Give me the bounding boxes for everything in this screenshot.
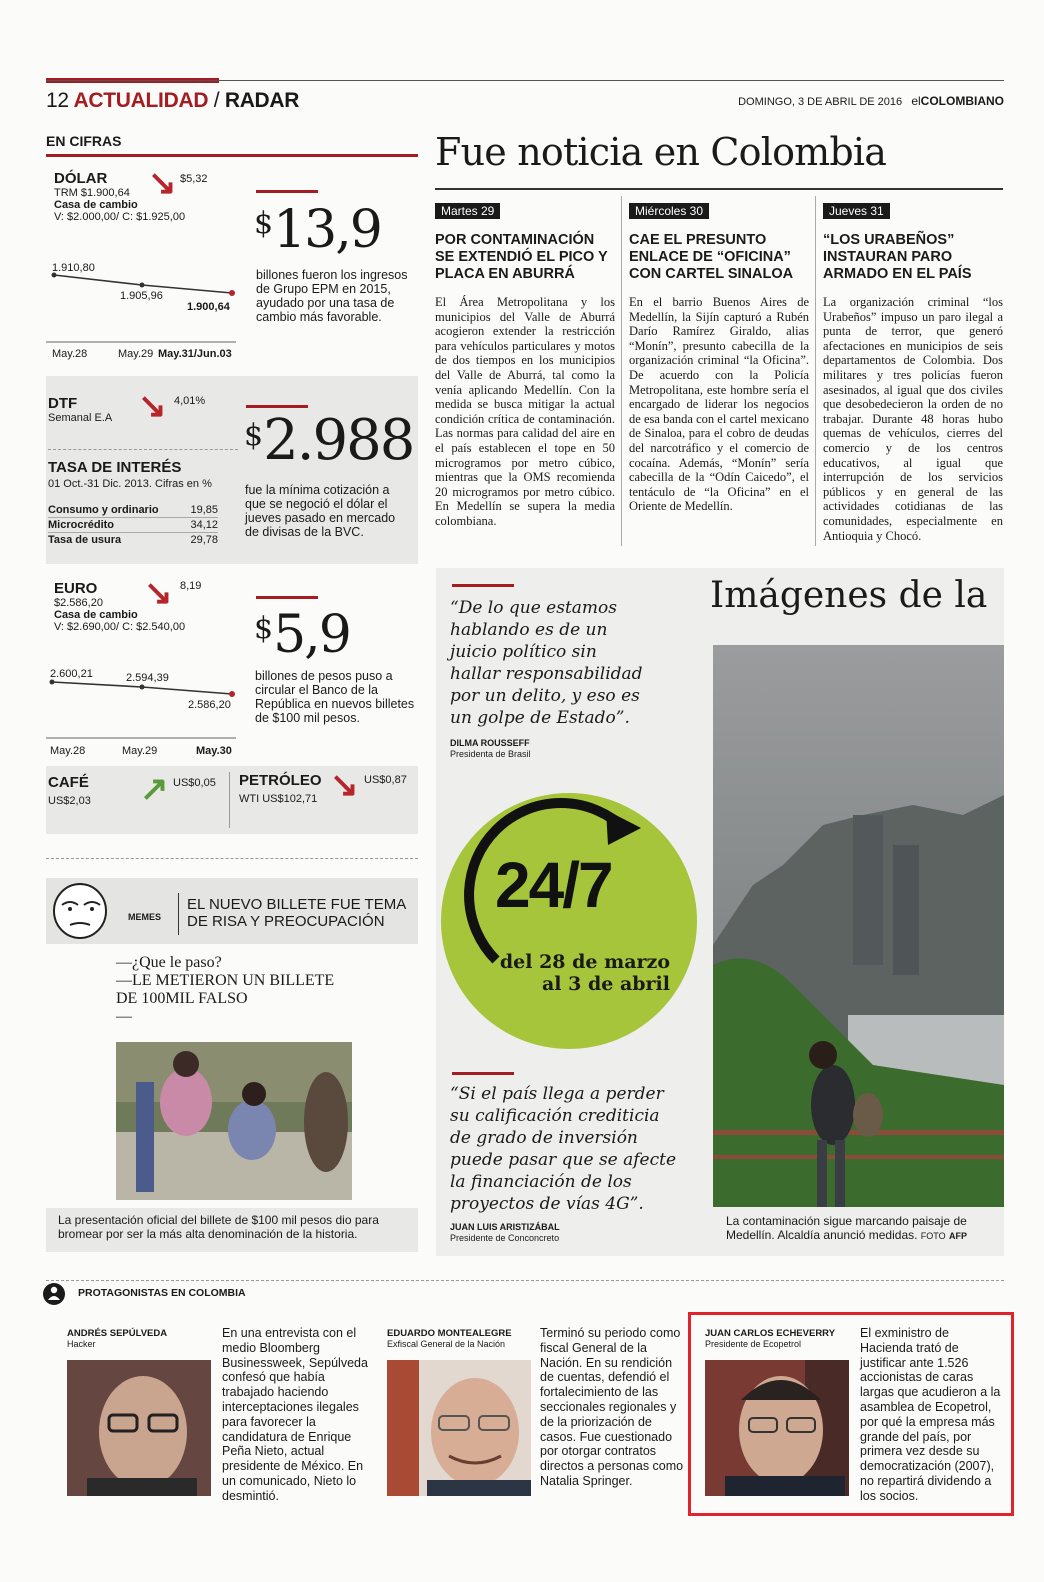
badge-number: 24/7 [495,849,612,921]
column-divider [621,196,622,546]
commodities-divider [229,772,230,828]
header-meta [738,94,1004,108]
dolar-delta: $5,32 [180,173,208,185]
petroleo-delta: US$0,87 [364,774,407,786]
big2-description: fue la mínima cotización a que se negoció el dólar el jueves pasado en mercado de divisas de la BVC. [245,483,396,539]
person-3-photo [705,1360,849,1496]
day-tag: Martes 29 [435,203,500,219]
euro-value-3: 2.586,20 [188,699,231,711]
person-role: Hacker [67,1339,96,1349]
person-name: JUAN CARLOS ECHEVERRY [705,1328,836,1339]
euro-xlabel-1: May.28 [50,745,86,757]
down-arrow-icon: ↘ [330,766,359,804]
imagenes-caption-text: La contaminación sigue marcando paisaje de Medellín. Alcaldía anunció medidas. [726,1214,967,1242]
dtf-label: DTF [48,395,78,412]
meme-caption: La presentación oficial del billete de $100 mil pesos dio para bromear por ser la más alta denominación de la historia. [58,1213,379,1241]
news-column-2 [629,202,809,514]
euro-casa-values: V: $2.690,00/ C: $2.540,00 [54,621,186,633]
big1-number: $13,9 [254,200,381,260]
memes-headline: EL NUEVO BILLETE FUE TEMA DE RISA Y PREOCUPACIÓN [187,896,406,930]
news-column-3 [823,202,1003,543]
meme-photo [116,1042,352,1200]
memes-tag: MEMES [128,912,162,922]
quote-1: “De lo que estamos hablando es de un juicio político sin hallar responsabilidad por un delito, y eso es un golpe de Estado”. [450,598,643,728]
euro-point-1 [50,680,55,685]
memes-divider [178,893,179,935]
person-2-header [387,1328,512,1349]
dtf-sub: Semanal E.A [48,412,113,424]
person-role: Exfiscal General de la Nación [387,1339,506,1349]
brand-name: COLOMBIANO [920,94,1004,108]
person-1-header [67,1328,167,1349]
noticia-rule [435,188,1003,190]
person-name: EDUARDO MONTEALEGRE [387,1328,512,1339]
commodities-panel [46,766,418,834]
news-headline: “LOS URABEÑOS” INSTAURAN PARO ARMADO EN EL PAÍS [823,232,972,282]
photo-credit: AFP [948,1231,967,1241]
dolar-label: DÓLAR [54,170,108,187]
euro-value-2: 2.594,39 [126,672,169,684]
big3-bar [256,596,318,599]
euro-label: EURO [54,580,98,597]
cafe-value: US$2,03 [48,795,91,807]
person-3-header [705,1328,835,1349]
table-row: Tasa de usura 29,78 [48,534,218,546]
quote-2-author: JUAN LUIS ARISTIZÁBAL [450,1222,560,1232]
subsection-name: RADAR [224,89,300,112]
badge-dates [490,951,670,995]
interes-table [48,503,218,547]
person-3-text: El exministro de Hacienda trató de justificar ante 1.526 accionistas de caras largas que acudieron a la asamblea de Ecopetrol, por qué la empresa más grande del país, por primera vez desde su democratización (2007), no repartirá dividendo a los socios. [860,1326,1001,1503]
big3-description: billones de pesos puso a circular el Banco de la República en nuevos billetes de $100 mil pesos. [255,669,415,725]
person-2-text: Terminó su periodo como fiscal General de la Nación. En su rendición de cuentas, defendió el fortalecimiento de las seccionales regionales y de la priorización de casos. Fue cuestionado por otorgar contratos directos a personas como Natalia Springer. [540,1326,684,1488]
badge-line-2: al 3 de abril [541,973,670,995]
day-tag: Miércoles 30 [629,203,709,219]
meme-line-3: — [116,1008,132,1025]
euro-value-1: 2.600,21 [50,668,93,680]
brand-prefix: el [911,94,921,108]
column-divider [815,196,816,546]
noticia-title: Fue noticia en Colombia [435,130,887,174]
news-body: La organización criminal “los Urabeños” impuso un paro ilegal a punta de terror, que generó afectaciones en municipios de seis departamentos de Colombia. Dos militares y tres policías fueron asesinados, al igual que dos civiles que desobedecieron la orden de no trabajar. Durante 48 horas hubo quemas de vehículos, cierres del comercio y de los centros educativos, al igual que interrupción de los servicios públicos y en general de las actividades cotidianas de las comunidades, especialmente en Antioquia y Chocó. [823,295,1003,543]
photo-credit-label: FOTO [920,1231,946,1241]
imagenes-title: Imágenes de la [710,575,988,616]
imagenes-caption [726,1214,996,1243]
interes-label: TASA DE INTERÉS [48,459,182,476]
euro-delta: 8,19 [180,580,202,592]
petroleo-block [239,772,322,805]
down-arrow-icon: ↘ [148,164,177,202]
euro-xlabel-2: May.29 [122,745,158,757]
section-name: ACTUALIDAD [73,89,209,112]
cifras-title: EN CIFRAS [46,133,122,149]
header-rule [46,80,1004,81]
page-header: 12 ACTUALIDAD / RADAR [46,89,300,112]
quote1-bar [452,584,514,587]
petroleo-value: WTI US$102,71 [239,793,318,805]
news-body: El Área Metropolitana y los municipios del Valle de Aburrá acogieron extender la restricción para vehículos particulares y motos de dos tiempos en los municipios del Valle de Aburrá, tal como la venía aplicando Medellín. Con la medida se busca mitigar la actual condición crítica de contaminación. Las normas para calidad del aire en el país establecen el tope en 50 microgramos por metro cúbico, mientras que la OMS recomienda 20 microgramos por metro cúbico. En Medellín se supera la media colombiana. [435,295,615,528]
table-row: Consumo y ordinario 19,85 [48,504,218,516]
big1-bar [256,190,318,193]
news-headline: POR CONTAMINACIÓN SE EXTENDIÓ EL PICO Y PLACA EN ABURRÁ [435,232,608,282]
quote2-bar [452,1072,514,1075]
dolar-casa-label: Casa de cambio [54,199,138,211]
dolar-value-3: 1.900,64 [187,301,230,313]
quote-2: “Si el país llega a perder su calificación crediticia de grado de inversión puede pasar que se afecte la financiación de los proyectos de vías 4G”. [450,1084,677,1214]
cafe-block [48,774,91,807]
dolar-xlabel-2: May.29 [118,348,154,360]
dolar-xlabel-1: May.28 [52,348,88,360]
dtf-divider [48,449,238,450]
person-name: ANDRÉS SEPÚLVEDA [67,1328,168,1339]
news-column-1 [435,202,615,529]
issue-date: DOMINGO, 3 DE ABRIL DE 2016 [738,96,903,108]
news-body: En el barrio Buenos Aires de Medellín, la Sijín capturó a Rubén Darío Ramírez Giraldo, alias “Monín”, presunto cabecilla de la organización criminal “la Oficina”. De acuerdo con la Policía Metropolitana, este hombre sería el encargado de liderar los negocios de esa banda con el cartel mexicano de Sinaloa, para el cobro de deudas del narcotráfico y el comercio de cocaína. Además, “Monín” sería cabecilla de la “Odín Caicedo”, el tentáculo de “la Oficina” en el Oriente de Medellín. [629,295,809,514]
euro-xlabel-3: May.30 [196,745,232,757]
quote-2-role: Presidente de Conconcreto [450,1233,560,1243]
cafe-label: CAFÉ [48,774,89,791]
cifras-rule [46,154,418,157]
protagonistas-rule [46,1280,1004,1281]
cafe-delta: US$0,05 [173,777,216,789]
cifras-bottom-rule [46,858,418,859]
euro-point-3 [229,691,235,697]
big3-number: $5,9 [254,605,350,665]
day-tag: Jueves 31 [823,203,890,219]
dolar-point-3 [229,290,235,296]
protagonistas-title: PROTAGONISTAS EN COLOMBIA [78,1287,246,1299]
page-number: 12 [46,89,69,112]
dolar-point-2 [140,283,145,288]
meme-line-2: —LE METIERON UN BILLETE DE 100MIL FALSO [116,972,335,1007]
news-headline: CAE EL PRESUNTO ENLACE DE “OFICINA” CON CARTEL SINALOA [629,232,794,282]
euro-casa-label: Casa de cambio [54,609,138,621]
quote-1-author: DILMA ROUSSEFF [450,738,530,748]
interes-sub: 01 Oct.-31 Dic. 2013. Cifras en % [48,478,212,490]
table-row: Microcrédito 34,12 [48,519,218,531]
person-1-text: En una entrevista con el medio Bloomberg Businessweek, Sepúlveda confesó que había trabajado haciendo interceptaciones ilegales para favorecer la candidatura de Enrique Peña Nieto, actual presidente de México. En un comunicado, Nieto lo desmintió. [222,1326,368,1503]
quote-1-role: Presidenta de Brasil [450,749,531,759]
big2-number: $2.988 [244,408,414,473]
dolar-value-2: 1.905,96 [120,290,163,302]
big1-description: billones fueron los ingresos de Grupo EPM en 2015, ayudado por una tasa de cambio más favorable. [256,268,408,324]
meme-line-1: —¿Que le paso? [116,954,222,971]
dolar-xlabel-3: May.31/Jun.03 [158,348,232,360]
pollution-photo [713,645,1004,1207]
dtf-delta: 4,01% [174,395,206,407]
person-icon [42,1282,66,1306]
badge-line-1: del 28 de marzo [499,951,670,973]
meme-dialog [116,954,352,1026]
dolar-casa-values: V: $2.000,00/ C: $1.925,00 [54,211,186,223]
euro-value: $2.586,20 [54,597,103,609]
meme-face-icon [50,881,110,941]
petroleo-label: PETRÓLEO [239,772,322,789]
person-1-photo [67,1360,211,1496]
dolar-value-1: 1.910,80 [52,262,95,274]
person-2-photo [387,1360,531,1496]
down-arrow-icon: ↘ [138,387,167,425]
up-arrow-icon: ↗ [140,770,169,808]
dtf-block [48,395,112,424]
interes-block [48,459,212,490]
euro-point-2 [140,685,145,690]
dolar-trm: TRM $1.900,64 [54,187,130,199]
person-role: Presidente de Ecopetrol [705,1339,802,1349]
down-arrow-icon: ↘ [144,574,173,612]
